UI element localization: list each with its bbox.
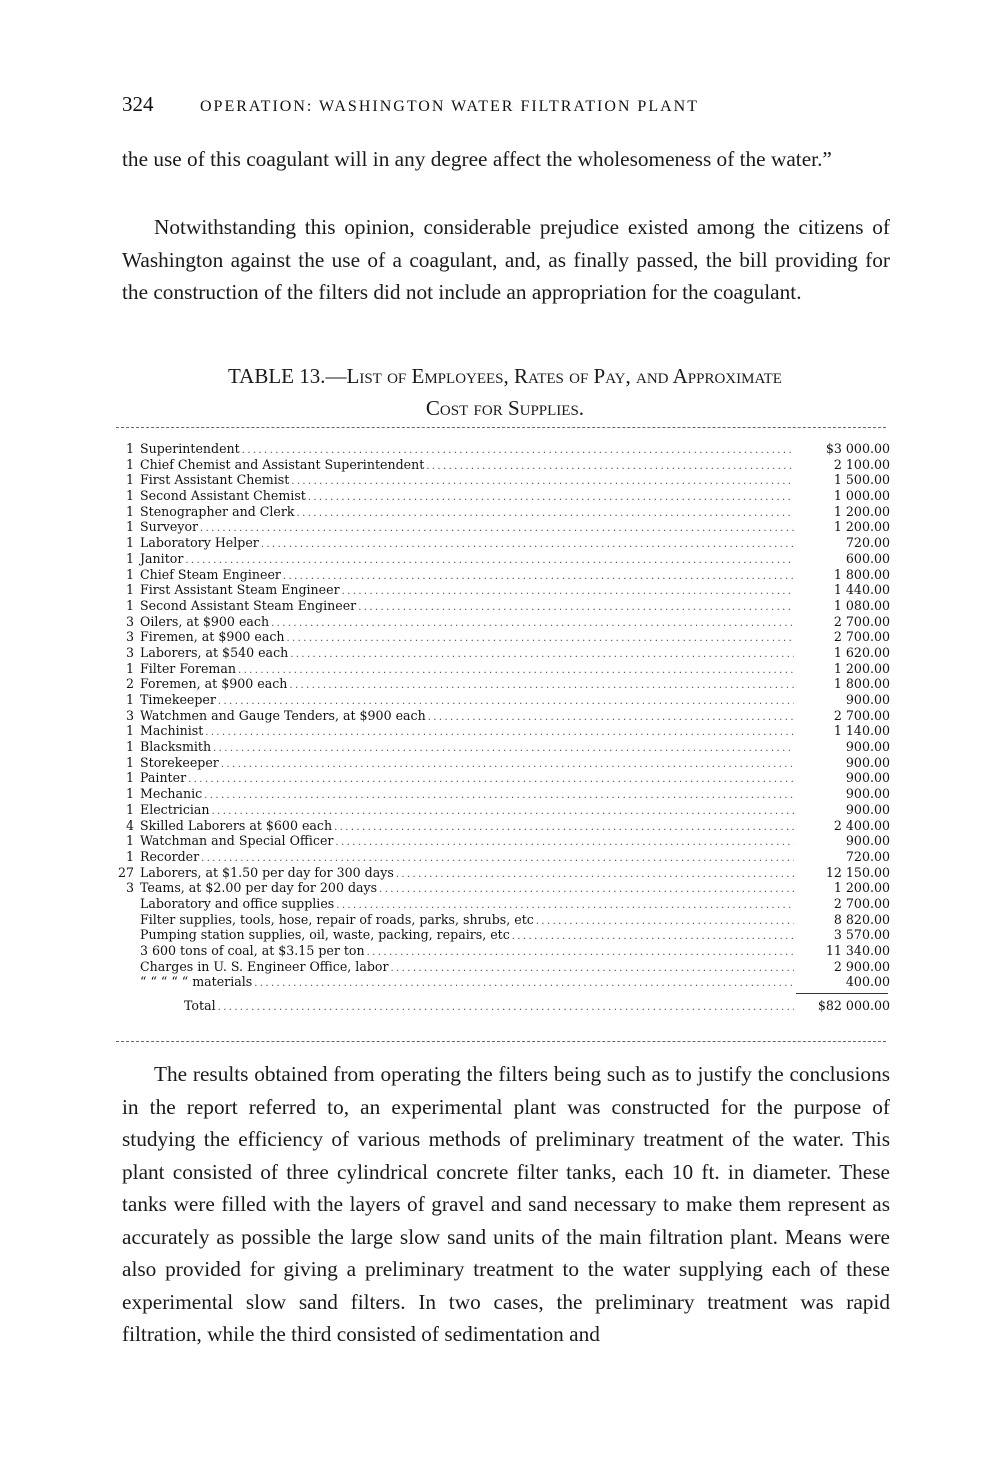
row-amount: 11 340.00 bbox=[825, 943, 890, 958]
row-quantity: 3 bbox=[125, 644, 134, 660]
row-item: Superintendent bbox=[140, 441, 240, 456]
table-row bbox=[112, 441, 890, 457]
row-quantity: 1 bbox=[125, 754, 134, 770]
table-row bbox=[112, 802, 890, 818]
row-quantity: 3 bbox=[125, 629, 134, 645]
row-item: Janitor bbox=[140, 550, 184, 566]
row-quantity: 1 bbox=[125, 833, 134, 849]
table-bottom-rule bbox=[116, 1041, 886, 1042]
row-amount: 900.00 bbox=[845, 770, 890, 786]
dot-leader bbox=[261, 537, 794, 553]
paragraph-experimental-plant: The results obtained from operating the filters being such as to justify the conclusions in the report referred to, an experimental plant was constructed for the purpose of studying the efficiency of various methods of preliminary treatment of the water. This plant consisted of three cylindrical concrete filter tanks, each 10 ft. in diameter. These tanks were filled with the layers of gravel and sand necessary to make them represent as accurately as possible the large slow sand units of the main filtration plant. Means were also provided for giving a preliminary treatment to the water supplying each of these experimental slow sand filters. In two cases, the preliminary treatment was rapid filtration, while the third consisted of sedimentation and bbox=[122, 1062, 890, 1346]
row-quantity: 1 bbox=[125, 770, 134, 786]
row-quantity: 1 bbox=[125, 503, 134, 519]
table-caption-line-2: Cost for Supplies. bbox=[425, 396, 585, 420]
row-amount: 1 440.00 bbox=[833, 582, 890, 598]
table-row bbox=[112, 865, 890, 881]
paragraph-prejudice: Notwithstanding this opinion, considerable prejudice existed among the citizens of Washington against the use of a coagulant, and, as finally passed, the bill providing for the construction of the filters did not include an appropriation for the coagulant. bbox=[122, 215, 890, 304]
dot-leader bbox=[367, 945, 794, 961]
dot-leader bbox=[200, 521, 794, 537]
table-row bbox=[112, 457, 890, 473]
row-item: Laboratory and office supplies bbox=[140, 895, 335, 911]
sum-rule bbox=[112, 990, 890, 996]
row-amount: 12 150.00 bbox=[825, 864, 890, 880]
row-quantity: 1 bbox=[125, 739, 134, 755]
row-item: Firemen, at $900 each bbox=[140, 629, 285, 645]
table-row bbox=[112, 974, 890, 990]
table-row bbox=[112, 770, 890, 786]
table-row bbox=[112, 488, 890, 504]
row-quantity: 1 bbox=[125, 723, 134, 739]
row-amount: 1 200.00 bbox=[833, 660, 890, 676]
row-item: Chief Chemist and Assistant Superintendent bbox=[140, 456, 425, 472]
row-amount: 2 700.00 bbox=[833, 629, 890, 645]
row-amount: 2 700.00 bbox=[833, 895, 890, 911]
row-quantity: 1 bbox=[125, 441, 134, 456]
row-item: Recorder bbox=[140, 848, 200, 864]
table-row bbox=[112, 692, 890, 708]
row-item: Pumping station supplies, oil, waste, packing, repairs, etc bbox=[140, 927, 510, 943]
row-amount: 600.00 bbox=[845, 550, 890, 566]
row-item: Painter bbox=[140, 770, 187, 786]
row-item: 3 600 tons of coal, at $3.15 per ton bbox=[140, 943, 365, 958]
caption-dash: — bbox=[325, 364, 347, 388]
dot-leader bbox=[536, 914, 794, 930]
dot-leader bbox=[218, 1000, 794, 1016]
row-quantity: 3 bbox=[125, 613, 134, 629]
table-row bbox=[112, 912, 890, 928]
row-quantity: 1 bbox=[125, 786, 134, 802]
table-row bbox=[112, 645, 890, 661]
dot-leader bbox=[428, 710, 794, 726]
table-row bbox=[112, 519, 890, 535]
row-item: Teams, at $2.00 per day for 200 days bbox=[140, 880, 378, 896]
table-row bbox=[112, 849, 890, 865]
dot-leader bbox=[290, 647, 794, 663]
row-amount: 900.00 bbox=[845, 833, 890, 849]
row-quantity: 1 bbox=[125, 535, 134, 551]
row-item: Electrician bbox=[140, 801, 210, 817]
row-item: Mechanic bbox=[140, 786, 203, 802]
row-item: First Assistant Steam Engineer bbox=[140, 582, 340, 598]
table-caption-line-1 bbox=[110, 360, 900, 392]
row-quantity: 4 bbox=[125, 817, 134, 833]
table-row bbox=[112, 535, 890, 551]
row-quantity: 27 bbox=[117, 864, 134, 880]
dot-leader bbox=[379, 882, 794, 898]
row-amount: $3 000.00 bbox=[825, 441, 890, 456]
row-amount: 1 000.00 bbox=[833, 488, 890, 504]
table-row bbox=[112, 896, 890, 912]
row-amount: 1 140.00 bbox=[833, 723, 890, 739]
table-row bbox=[112, 708, 890, 724]
row-amount: 720.00 bbox=[845, 848, 890, 864]
row-item: Second Assistant Chemist bbox=[140, 488, 306, 504]
row-item: Charges in U. S. Engineer Office, labor bbox=[140, 958, 389, 974]
row-amount: 2 900.00 bbox=[833, 958, 890, 974]
dot-leader bbox=[297, 506, 794, 522]
row-amount: 900.00 bbox=[845, 739, 890, 755]
dot-leader bbox=[204, 788, 794, 804]
table-row bbox=[112, 927, 890, 943]
row-amount: 2 700.00 bbox=[833, 613, 890, 629]
dot-leader bbox=[188, 772, 794, 788]
row-amount: 900.00 bbox=[845, 754, 890, 770]
row-item: Timekeeper bbox=[140, 692, 216, 707]
row-amount: 2 100.00 bbox=[833, 456, 890, 472]
table-top-rule bbox=[116, 427, 886, 428]
dot-leader bbox=[205, 725, 794, 741]
row-quantity: 3 bbox=[125, 880, 134, 896]
dot-leader bbox=[342, 584, 794, 600]
table-row bbox=[112, 504, 890, 520]
row-item: Filter supplies, tools, hose, repair of roads, parks, shrubs, etc bbox=[140, 911, 534, 927]
row-item: Laboratory Helper bbox=[140, 535, 259, 551]
row-quantity: 1 bbox=[125, 472, 134, 488]
total-label: Total bbox=[184, 998, 216, 1014]
row-item: Machinist bbox=[140, 723, 204, 739]
dot-leader bbox=[287, 631, 794, 647]
table-caption bbox=[110, 360, 900, 424]
row-item: Watchmen and Gauge Tenders, at $900 each bbox=[140, 707, 426, 723]
running-header bbox=[122, 92, 892, 117]
dot-leader bbox=[391, 961, 795, 977]
row-item: First Assistant Chemist bbox=[140, 472, 290, 488]
dot-leader bbox=[335, 835, 794, 851]
table-row bbox=[112, 567, 890, 583]
table-row bbox=[112, 472, 890, 488]
dot-leader bbox=[512, 929, 794, 945]
total-row bbox=[112, 998, 890, 1014]
dot-leader bbox=[271, 616, 794, 632]
dot-leader bbox=[358, 600, 794, 616]
dot-leader bbox=[396, 867, 794, 883]
row-amount: 900.00 bbox=[845, 786, 890, 802]
table-row bbox=[112, 551, 890, 567]
row-amount: 900.00 bbox=[845, 801, 890, 817]
row-item: Storekeeper bbox=[140, 754, 219, 770]
row-quantity: 1 bbox=[125, 550, 134, 566]
row-amount: 900.00 bbox=[845, 692, 890, 707]
row-item: Laborers, at $1.50 per day for 300 days bbox=[140, 864, 394, 880]
row-amount: 1 080.00 bbox=[833, 597, 890, 613]
row-quantity: 1 bbox=[125, 456, 134, 472]
row-amount: 720.00 bbox=[845, 535, 890, 551]
row-quantity: 1 bbox=[125, 582, 134, 598]
row-quantity: 1 bbox=[125, 566, 134, 582]
dot-leader bbox=[213, 741, 794, 757]
row-amount: 2 700.00 bbox=[833, 707, 890, 723]
table-row bbox=[112, 739, 890, 755]
table-row bbox=[112, 943, 890, 959]
row-item: Oilers, at $900 each bbox=[140, 613, 270, 629]
table-row bbox=[112, 786, 890, 802]
row-quantity: 1 bbox=[125, 660, 134, 676]
row-item: Filter Foreman bbox=[140, 660, 236, 676]
dot-leader bbox=[334, 820, 794, 836]
row-item: “ “ “ “ “ materials bbox=[140, 974, 253, 990]
paragraph-quote-end: the use of this coagulant will in any degree affect the wholesomeness of the water.” bbox=[122, 147, 832, 171]
table-row bbox=[112, 818, 890, 834]
row-quantity: 3 bbox=[125, 707, 134, 723]
row-item: Laborers, at $540 each bbox=[140, 644, 289, 660]
row-quantity: 1 bbox=[125, 488, 134, 504]
row-amount: 400.00 bbox=[845, 974, 890, 990]
row-quantity: 1 bbox=[125, 597, 134, 613]
row-amount: 1 800.00 bbox=[833, 566, 890, 582]
row-amount: 2 400.00 bbox=[833, 817, 890, 833]
row-quantity: 2 bbox=[125, 676, 134, 692]
dot-leader bbox=[238, 663, 794, 679]
row-amount: 1 200.00 bbox=[833, 519, 890, 535]
row-item: Foremen, at $900 each bbox=[140, 676, 288, 692]
table-title: List of Employees, Rates of Pay, and Approximate bbox=[346, 364, 782, 388]
table-row bbox=[112, 582, 890, 598]
table-row bbox=[112, 880, 890, 896]
row-item: Chief Steam Engineer bbox=[140, 566, 281, 582]
employees-cost-table bbox=[112, 441, 890, 1014]
row-amount: 1 620.00 bbox=[833, 644, 890, 660]
dot-leader bbox=[426, 459, 794, 475]
row-amount: 1 800.00 bbox=[833, 676, 890, 692]
table-number: TABLE 13. bbox=[228, 364, 326, 388]
dot-leader bbox=[289, 678, 794, 694]
table-row bbox=[112, 723, 890, 739]
table-row bbox=[112, 959, 890, 975]
running-title: OPERATION: WASHINGTON WATER FILTRATION PLANT bbox=[200, 98, 699, 115]
table-row bbox=[112, 676, 890, 692]
total-amount: $82 000.00 bbox=[817, 998, 890, 1014]
table-row bbox=[112, 598, 890, 614]
row-quantity: 1 bbox=[125, 848, 134, 864]
row-quantity: 1 bbox=[125, 519, 134, 535]
page-number: 324 bbox=[122, 92, 154, 116]
table-row bbox=[112, 629, 890, 645]
row-item: Blacksmith bbox=[140, 739, 212, 755]
table-row bbox=[112, 614, 890, 630]
table-row bbox=[112, 755, 890, 771]
dot-leader bbox=[221, 757, 794, 773]
row-quantity: 1 bbox=[125, 801, 134, 817]
row-amount: 1 200.00 bbox=[833, 503, 890, 519]
table-row bbox=[112, 661, 890, 677]
row-item: Second Assistant Steam Engineer bbox=[140, 597, 357, 613]
dot-leader bbox=[291, 474, 794, 490]
row-amount: 1 200.00 bbox=[833, 880, 890, 896]
dot-leader bbox=[308, 490, 794, 506]
row-amount: 1 500.00 bbox=[833, 472, 890, 488]
row-amount: 3 570.00 bbox=[833, 927, 890, 943]
table-row bbox=[112, 833, 890, 849]
row-item: Stenographer and Clerk bbox=[140, 503, 295, 519]
row-amount: 8 820.00 bbox=[833, 911, 890, 927]
row-item: Skilled Laborers at $600 each bbox=[140, 817, 333, 833]
row-quantity: 1 bbox=[125, 692, 134, 707]
dot-leader bbox=[283, 569, 794, 585]
row-item: Watchman and Special Officer bbox=[140, 833, 334, 849]
row-item: Surveyor bbox=[140, 519, 199, 535]
